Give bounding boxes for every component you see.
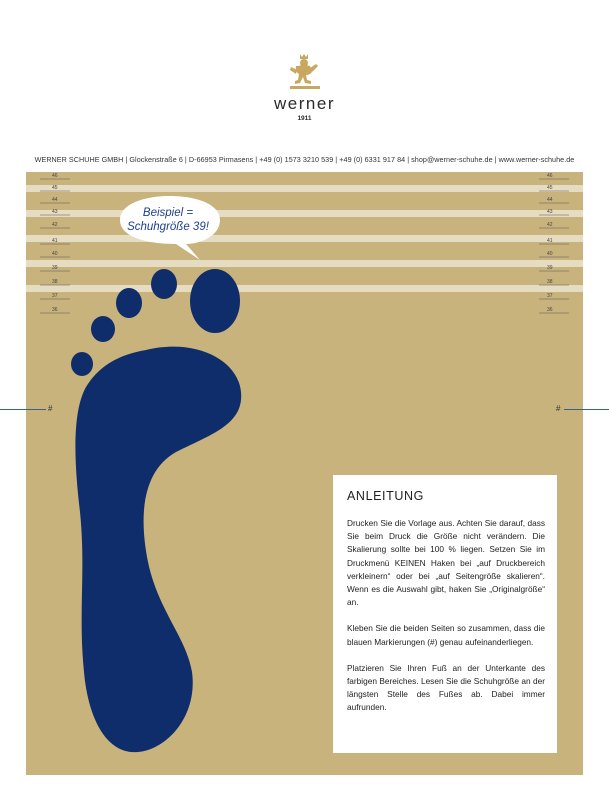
- size-label-right: 43: [547, 209, 553, 215]
- size-label-left: 41: [52, 238, 58, 244]
- brand-name: werner: [274, 94, 335, 113]
- right-hash-marker: #: [556, 404, 561, 413]
- instructions-paragraph: Platzieren Sie Ihren Fuß an der Unterkante des farbigen Bereiches. Lesen Sie die Schuhgröße an der längsten Stelle des Fußes ab. Dabei immer aufrunden.: [347, 662, 545, 713]
- example-bubble-text: [116, 206, 220, 234]
- left-hash-marker: #: [48, 404, 53, 413]
- size-label-left: 42: [52, 222, 58, 228]
- size-label-left: 40: [52, 251, 58, 257]
- size-label-right: 36: [547, 307, 553, 313]
- brand-logo: [0, 52, 609, 122]
- size-label-left: 46: [52, 173, 58, 179]
- size-label-right: 40: [547, 251, 553, 257]
- size-label-right: 44: [547, 197, 553, 203]
- lion-crest-icon: [288, 52, 322, 90]
- brand-year: 1911: [297, 115, 312, 122]
- size-label-right: 42: [547, 222, 553, 228]
- size-label-right: 41: [547, 238, 553, 244]
- size-label-left: 43: [52, 209, 58, 215]
- size-label-right: 45: [547, 185, 553, 191]
- instructions-paragraph: Kleben Sie die beiden Seiten so zusammen, dass die blauen Markierungen (#) genau aufeinanderliegen.: [347, 623, 545, 647]
- size-label-left: 36: [52, 307, 58, 313]
- size-label-right: 39: [547, 265, 553, 271]
- instructions-title: ANLEITUNG: [347, 489, 424, 503]
- instructions-box: [333, 475, 557, 753]
- size-label-right: 37: [547, 293, 553, 299]
- size-label-left: 39: [52, 265, 58, 271]
- size-label-left: 44: [52, 197, 58, 203]
- bubble-line-1: Beispiel =: [142, 207, 194, 219]
- contact-line: WERNER SCHUHE GMBH | Glockenstraße 6 | D-66953 Pirmasens | +49 (0) 1573 3210 539 | +49 (0) 6331 917 84 | shop@werner-schuhe.de | www.werner-schuhe.de: [34, 155, 575, 164]
- size-label-left: 38: [52, 279, 58, 285]
- instructions-paragraph: Drucken Sie die Vorlage aus. Achten Sie darauf, dass Sie beim Druck die Größe nicht verändern. Die Skalierung sollte bei 100 % liegen. Setzen Sie im Druckmenü KEINEN Haken bei „auf Druckbereich verkleinern“ oder bei „auf Seitengröße skalieren“. Wenn es die Auswahl gibt, haken Sie „Originalgröße“ an.: [347, 518, 545, 608]
- bubble-line-2: Schuhgröße 39!: [127, 221, 209, 233]
- size-label-left: 45: [52, 185, 58, 191]
- size-label-right: 46: [547, 173, 553, 179]
- size-label-right: 38: [547, 279, 553, 285]
- size-label-left: 37: [52, 293, 58, 299]
